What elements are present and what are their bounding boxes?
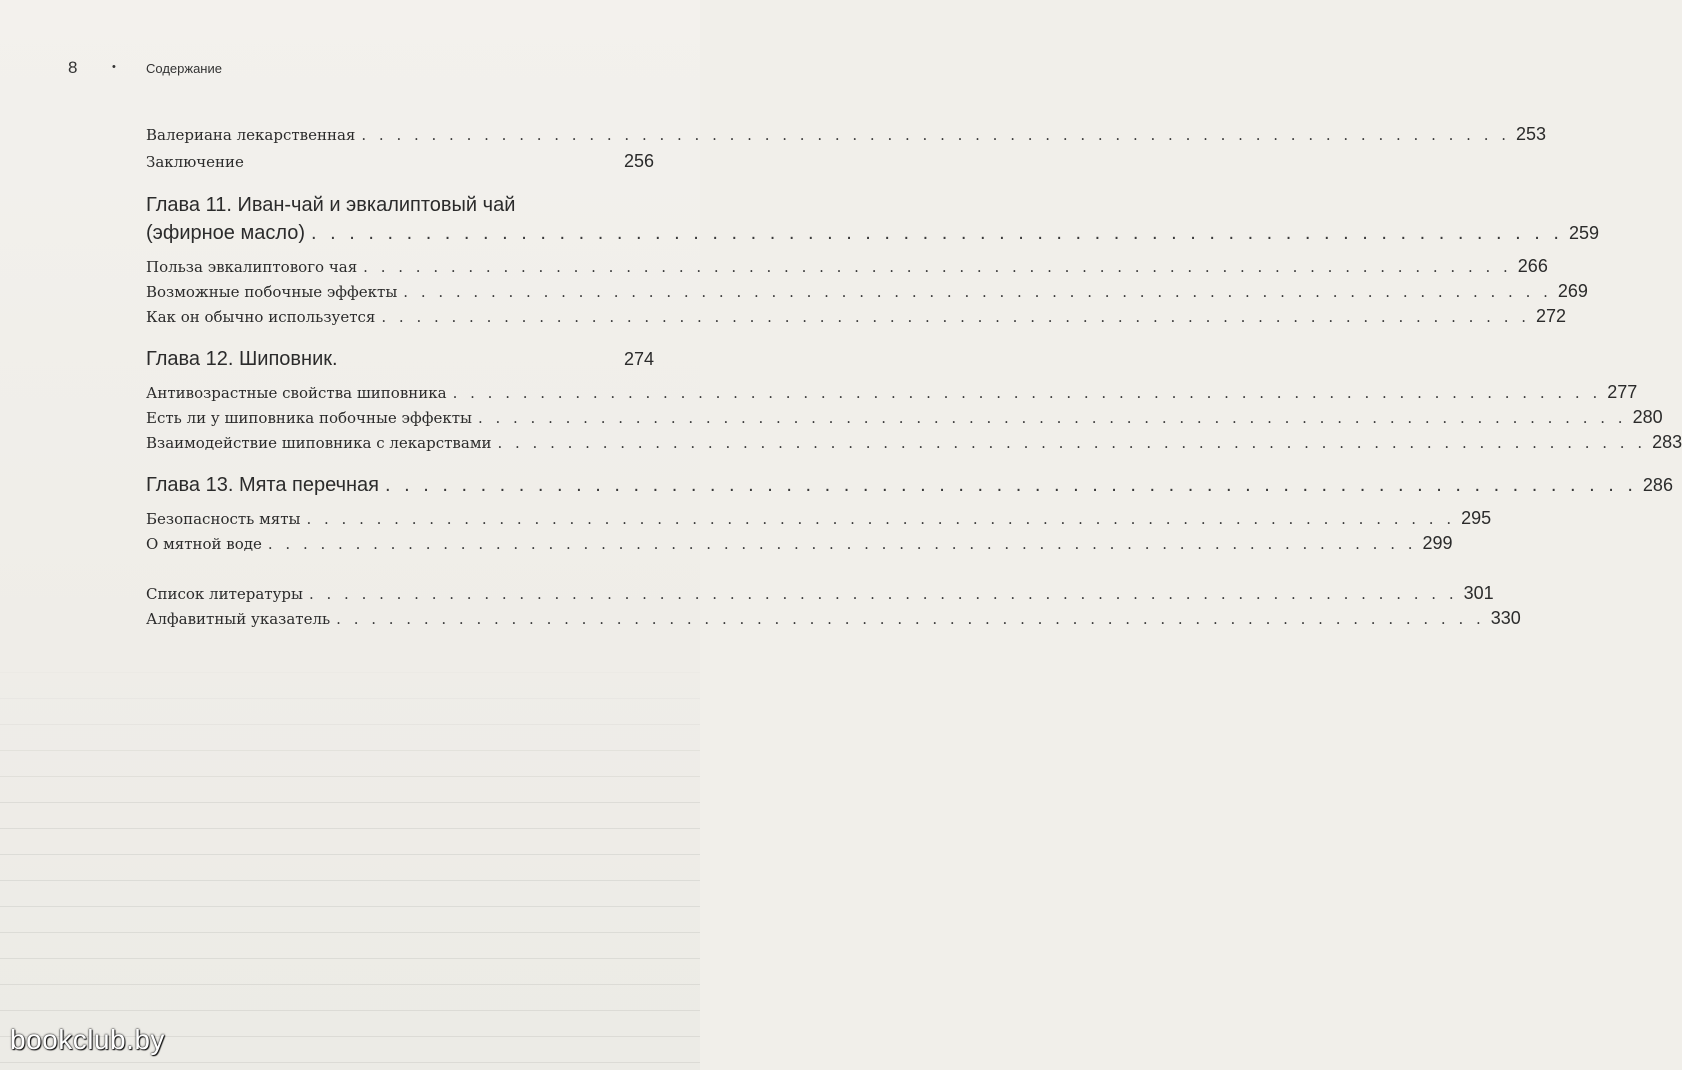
toc-entry-title: (эфирное масло): [146, 222, 306, 244]
dot-leader: . . . . . . . . . . . . . . . . . . . . . . . . . . . . . . . . . . . . . . . . . . . . . . . . . . . . . . . . . . . . . . . . . .: [267, 535, 1417, 553]
page-number: 8: [68, 58, 78, 77]
toc-entry: [146, 533, 1453, 554]
dot-leader: . . . . . . . . . . . . . . . . . . . . . . . . . . . . . . . . . . . . . . . . . . . . . . . . . . . . . . . . . . . . . . . . . .: [403, 283, 1552, 301]
toc-entry-title: Валериана лекарственная: [146, 126, 356, 144]
toc-chapter: [146, 348, 654, 371]
toc-entry: [146, 281, 1588, 302]
toc-entry-page: 266: [1517, 256, 1548, 276]
toc-entry: [146, 382, 1638, 403]
toc-entry: [146, 583, 1494, 604]
dot-leader: . . . . . . . . . . . . . . . . . . . . . . . . . . . . . . . . . . . . . . . . . . . . . . . . . . . . . . . . . . . . . . . . . .: [385, 474, 1637, 496]
toc-entry-page: 259: [1568, 223, 1599, 243]
toc-entry-title: Взаимодействие шиповника с лекарствами: [146, 434, 492, 452]
dot-leader: . . . . . . . . . . . . . . . . . . . . . . . . . . . . . . . . . . . . . . . . . . . . . . . . . . . . . . . . . . . . . . . . . .: [361, 126, 1510, 144]
toc-entry-page: 301: [1463, 583, 1494, 603]
toc-entry: [146, 608, 1521, 629]
dot-leader: . . . . . . . . . . . . . . . . . . . . . . . . . . . . . . . . . . . . . . . . . . . . . . . . . . . . . . . . . . . . . . . . . .: [308, 585, 1458, 603]
chapter-title-line: Глава 11. Иван-чай и эвкалиптовый чай: [146, 194, 516, 216]
toc-entry-page: 280: [1632, 407, 1663, 427]
toc-entry: [146, 432, 1682, 453]
toc-entry-page: 283: [1652, 432, 1682, 452]
toc-entry-page: 256: [623, 151, 654, 171]
dot-leader: . . . . . . . . . . . . . . . . . . . . . . . . . . . . . . . . . . . . . . . . . . . . . . . . . . . . . . . . . . . . . . . . . .: [497, 434, 1647, 452]
toc-entry: [146, 508, 1492, 529]
toc-entry-title: Глава 13. Мята перечная: [146, 474, 379, 496]
header-bullet: •: [112, 61, 116, 73]
toc-entry-title: Антивозрастные свойства шиповника: [146, 384, 447, 402]
toc-chapter: [146, 474, 1673, 497]
toc-entry-title: Польза эвкалиптового чая: [146, 258, 358, 276]
dot-leader: . . . . . . . . . . . . . . . . . . . . . . . . . . . . . . . . . . . . . . . . . . . . . . . . . . . . . . . . . . . . . . . . . .: [477, 409, 1627, 427]
toc-entry-title: Как он обычно используется: [146, 308, 376, 326]
toc-entry-title: Безопасность мяты: [146, 510, 301, 528]
toc-entry-title: Возможные побочные эффекты: [146, 283, 398, 301]
toc-entry-page: 277: [1607, 382, 1638, 402]
toc-entry: [146, 256, 1548, 277]
toc-entry-title: Есть ли у шиповника побочные эффекты: [146, 409, 472, 427]
toc-entry-title: Алфавитный указатель: [146, 610, 331, 628]
dot-leader: . . . . . . . . . . . . . . . . . . . . . . . . . . . . . . . . . . . . . . . . . . . . . . . . . . . . . . . . . . . . . . . . . .: [452, 384, 1602, 402]
dot-leader: . . . . . . . . . . . . . . . . . . . . . . . . . . . . . . . . . . . . . . . . . . . . . . . . . . . . . . . . . . . . . . . . . .: [336, 610, 1485, 628]
toc-entry-title: О мятной воде: [146, 535, 262, 553]
toc-entry: [146, 306, 1567, 327]
toc-entry-title: Глава 12. Шиповник.: [146, 348, 338, 370]
toc-entry-page: 269: [1557, 281, 1588, 301]
toc-entry-page: 286: [1642, 475, 1673, 495]
toc-entry-page: 295: [1461, 508, 1492, 528]
toc-entry-title: Список литературы: [146, 585, 303, 603]
section-title: Содержание: [146, 61, 222, 76]
dot-leader: . . . . . . . . . . . . . . . . . . . . . . . . . . . . . . . . . . . . . . . . . . . . . . . . . . . . . . . . . . . . . . . . . .: [311, 222, 1563, 244]
site-watermark: bookclub.by: [10, 1024, 165, 1055]
toc-entry: [146, 407, 1663, 428]
toc-entry-page: 253: [1516, 124, 1547, 144]
toc-entry: [146, 151, 654, 172]
toc-entry-page: 299: [1422, 533, 1453, 553]
dot-leader: . . . . . . . . . . . . . . . . . . . . . . . . . . . . . . . . . . . . . . . . . . . . . . . . . . . . . . . . . . . . . . . . . .: [381, 308, 1530, 326]
toc-chapter: [146, 222, 1599, 245]
dot-leader: . . . . . . . . . . . . . . . . . . . . . . . . . . . . . . . . . . . . . . . . . . . . . . . . . . . . . . . . . . . . . . . . . .: [306, 510, 1456, 528]
toc-entry-page: 272: [1536, 306, 1567, 326]
toc-entry-page: 330: [1490, 608, 1521, 628]
toc-entry: [146, 124, 1547, 145]
dot-leader: . . . . . . . . . . . . . . . . . . . . . . . . . . . . . . . . . . . . . . . . . . . . . . . . . . . . . . . . . . . . . . . . . .: [363, 258, 1512, 276]
toc-entry-page: 274: [623, 349, 654, 369]
toc-entry-title: Заключение: [146, 153, 244, 171]
